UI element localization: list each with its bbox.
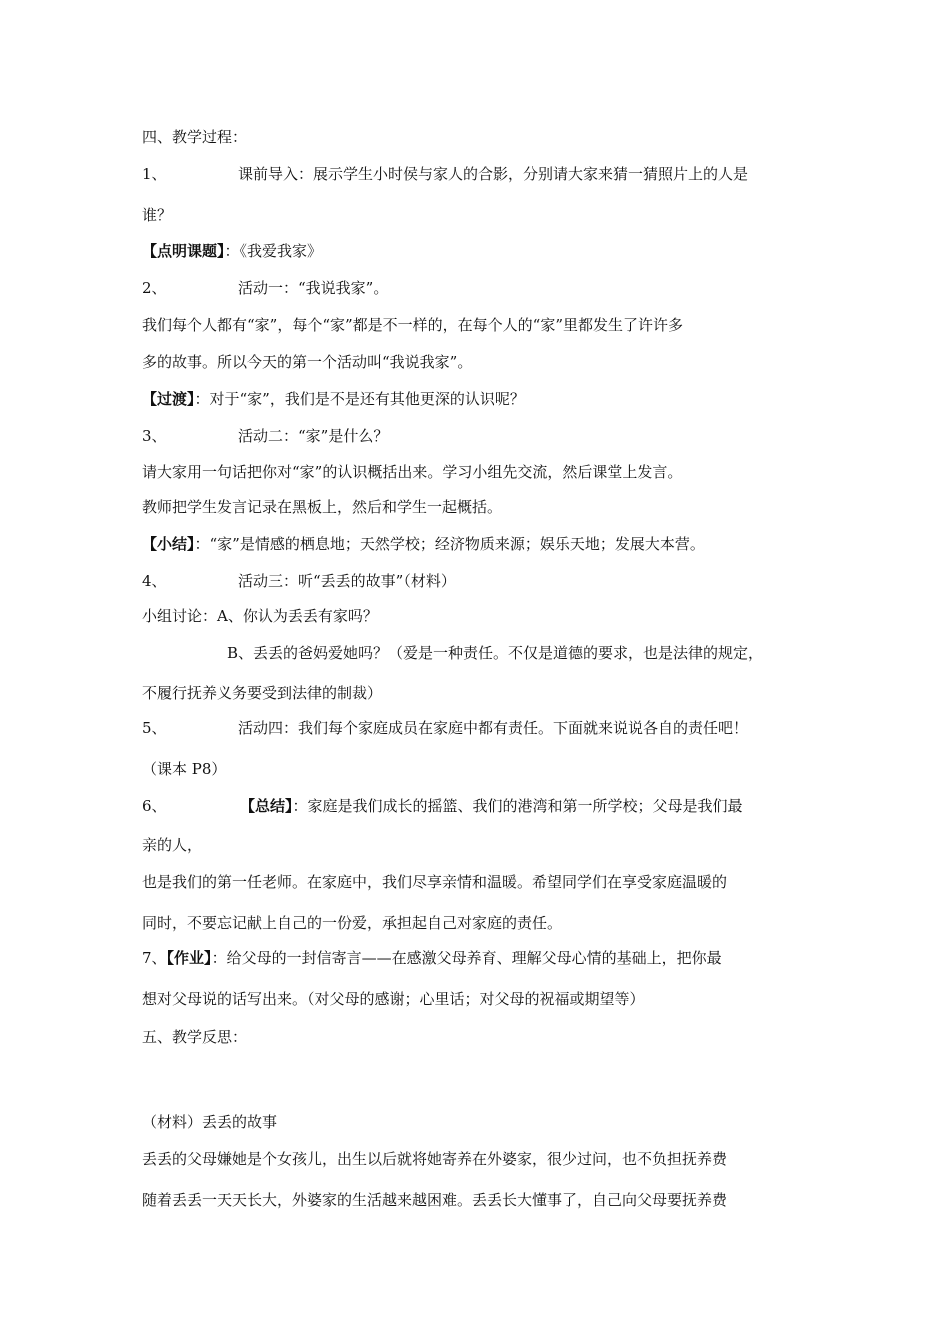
item-7-tag: 【作业】 (166, 949, 212, 967)
transition-text: ：对于“家”，我们是不是还有其他更深的认识呢？ (194, 390, 525, 408)
summary-tag: 【小结】 (142, 535, 195, 553)
item-2-number: 2、 (142, 279, 167, 297)
item-1-text: 课前导入：展示学生小时侯与家人的合影，分别请大家来猜一猜照片上的人是 (238, 165, 749, 183)
item-6-number: 6、 (142, 797, 167, 815)
item-1-number: 1、 (142, 165, 167, 183)
transition-tag: 【过渡】 (142, 390, 195, 408)
discussion-a: 小组讨论：A、你认为丢丢有家吗？ (142, 607, 378, 625)
paragraph-6-line-2: 同时，不要忘记献上自己的一份爱，承担起自己对家庭的责任。 (142, 914, 563, 932)
paragraph-6-line-1: 也是我们的第一任老师。在家庭中，我们尽享亲情和温暖。希望同学们在享受家庭温暖的 (142, 873, 728, 891)
paragraph-3-line-2: 教师把学生发言记录在黑板上，然后和学生一起概括。 (142, 498, 503, 516)
material-line-1: 丢丢的父母嫌她是个女孩儿，出生以后就将她寄养在外婆家，很少过问，也不负担抚养费 (142, 1150, 728, 1168)
item-3-text: 活动二：“家”是什么？ (238, 427, 389, 445)
item-5-continuation: （课本 P8） (142, 760, 227, 778)
section4-heading: 四、教学过程： (142, 128, 248, 146)
item-7-number: 7、 (142, 949, 167, 967)
item-6-text: ：家庭是我们成长的摇篮、我们的港湾和第一所学校；父母是我们最 (292, 797, 743, 815)
discussion-b: B、丢丢的爸妈爱她吗？（爱是一种责任。不仅是道德的要求，也是法律的规定， (227, 644, 764, 662)
item-7 (142, 948, 822, 968)
item-6-continuation: 亲的人， (142, 836, 203, 854)
material-title: （材料）丢丢的故事 (142, 1113, 278, 1131)
item-4-number: 4、 (142, 572, 167, 590)
section5-heading: 五、教学反思： (142, 1028, 248, 1046)
point-topic (142, 241, 822, 261)
point-topic-text: ：《我爱我家》 (224, 242, 323, 260)
item-4 (142, 571, 822, 591)
paragraph-2-line-2: 多的故事。所以今天的第一个活动叫“我说我家”。 (142, 353, 473, 371)
item-5 (142, 718, 822, 738)
item-2-text: 活动一：“我说我家”。 (238, 279, 389, 297)
summary (142, 534, 822, 554)
summary-text: ：“家”是情感的栖息地；天然学校；经济物质来源；娱乐天地；发展大本营。 (194, 535, 705, 553)
item-1 (142, 164, 822, 184)
item-5-text: 活动四：我们每个家庭成员在家庭中都有责任。下面就来说说各自的责任吧！ (238, 719, 749, 737)
item-6 (142, 796, 822, 816)
item-2 (142, 278, 822, 298)
paragraph-3-line-1: 请大家用一句话把你对“家”的认识概括出来。学习小组先交流，然后课堂上发言。 (142, 463, 683, 481)
item-3 (142, 426, 822, 446)
discussion-b-continuation: 不履行抚养义务要受到法律的制裁） (142, 684, 383, 702)
material-line-2: 随着丢丢一天天长大，外婆家的生活越来越困难。丢丢长大懂事了，自己向父母要抚养费 (142, 1191, 728, 1209)
item-5-number: 5、 (142, 719, 167, 737)
item-4-text: 活动三：听“丢丢的故事”（材料） (238, 572, 456, 590)
point-topic-tag: 【点明课题】 (142, 242, 225, 260)
item-7-continuation: 想对父母说的话写出来。（对父母的感谢；心里话；对父母的祝福或期望等） (142, 990, 645, 1008)
item-1-continuation: 谁？ (142, 206, 173, 224)
item-7-text: ：给父母的一封信寄言——在感激父母养育、理解父母心情的基础上，把你最 (211, 949, 722, 967)
paragraph-2-line-1: 我们每个人都有“家”，每个“家”都是不一样的，在每个人的“家”里都发生了许许多 (142, 316, 684, 334)
item-6-tag: 【总结】 (240, 797, 293, 815)
item-3-number: 3、 (142, 427, 167, 445)
transition (142, 389, 822, 409)
